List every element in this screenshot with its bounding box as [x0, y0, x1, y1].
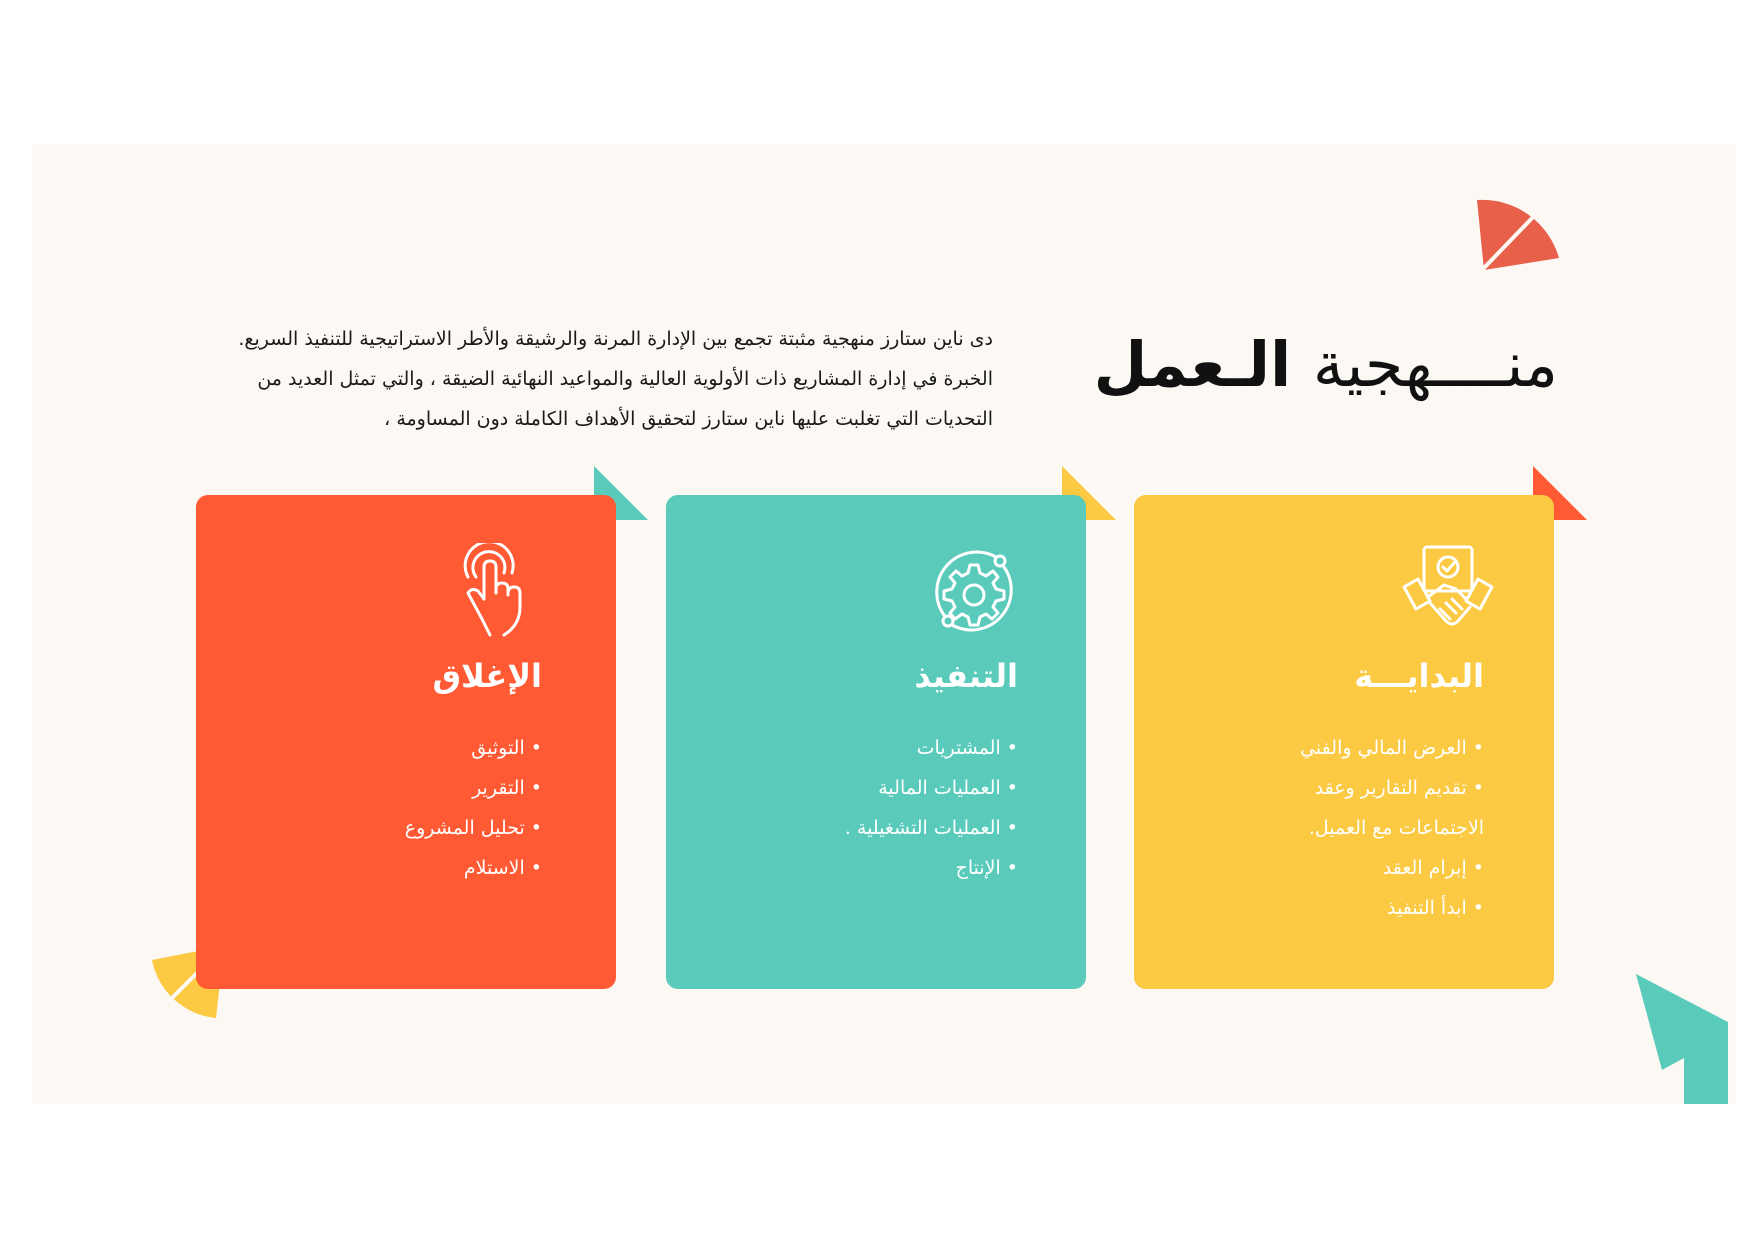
- slide: [32, 144, 1736, 1104]
- list-item: • المشتريات: [916, 737, 1018, 759]
- title-part-2: الـعمل: [1093, 328, 1292, 401]
- list-item: • التوثيق: [471, 737, 542, 759]
- red-fan-decoration: [1474, 198, 1564, 278]
- intro-paragraph: دى ناين ستارز منهجية مثبتة تجمع بين الإدارة المرنة والرشيقة والأطر الاستراتيجية للتنفيذ السريع. الخبرة في إدارة المشاريع ذات الأولوية العالية والمواعيد النهائية الضيقة ، والتي تمثل العديد من التحديات التي تغلبت عليها ناين ستارز لتحقيق الأهداف الكاملة دون المساومة ،: [238, 328, 993, 430]
- list-item: • الاستلام: [463, 857, 542, 879]
- card-title: الإغلاق: [432, 657, 542, 695]
- hand-tap-icon: [446, 543, 542, 639]
- gear-cycle-icon: [926, 543, 1022, 639]
- list-item: • الإنتاج: [955, 857, 1018, 879]
- title-part-1: منــــهجية: [1312, 328, 1558, 401]
- list-item: • تقديم التقارير وعقد: [1314, 777, 1484, 799]
- card-item-list: [1300, 728, 1484, 928]
- card-item-list: [845, 728, 1018, 888]
- card-execution: [666, 495, 1086, 989]
- list-item: • العرض المالي والفني: [1300, 737, 1484, 759]
- card-title: التنفيذ: [914, 657, 1018, 695]
- card-start: [1134, 495, 1554, 989]
- list-item: • إبرام العقد: [1382, 857, 1484, 879]
- card-closing: [196, 495, 616, 989]
- list-item: الاجتماعات مع العميل.: [1308, 817, 1484, 839]
- list-item: • ابدأ التنفيذ: [1387, 897, 1484, 919]
- page-title: [1093, 328, 1558, 401]
- teal-arrow-decoration: [1636, 974, 1736, 1104]
- list-item: • العمليات التشغيلية .: [844, 817, 1018, 839]
- list-item: • العمليات المالية: [878, 777, 1018, 799]
- list-item: • التقرير: [472, 777, 542, 799]
- card-item-list: [405, 728, 542, 888]
- list-item: • تحليل المشروع: [404, 817, 542, 839]
- card-title: البدايـــة: [1354, 657, 1484, 695]
- handshake-certificate-icon: [1400, 543, 1496, 639]
